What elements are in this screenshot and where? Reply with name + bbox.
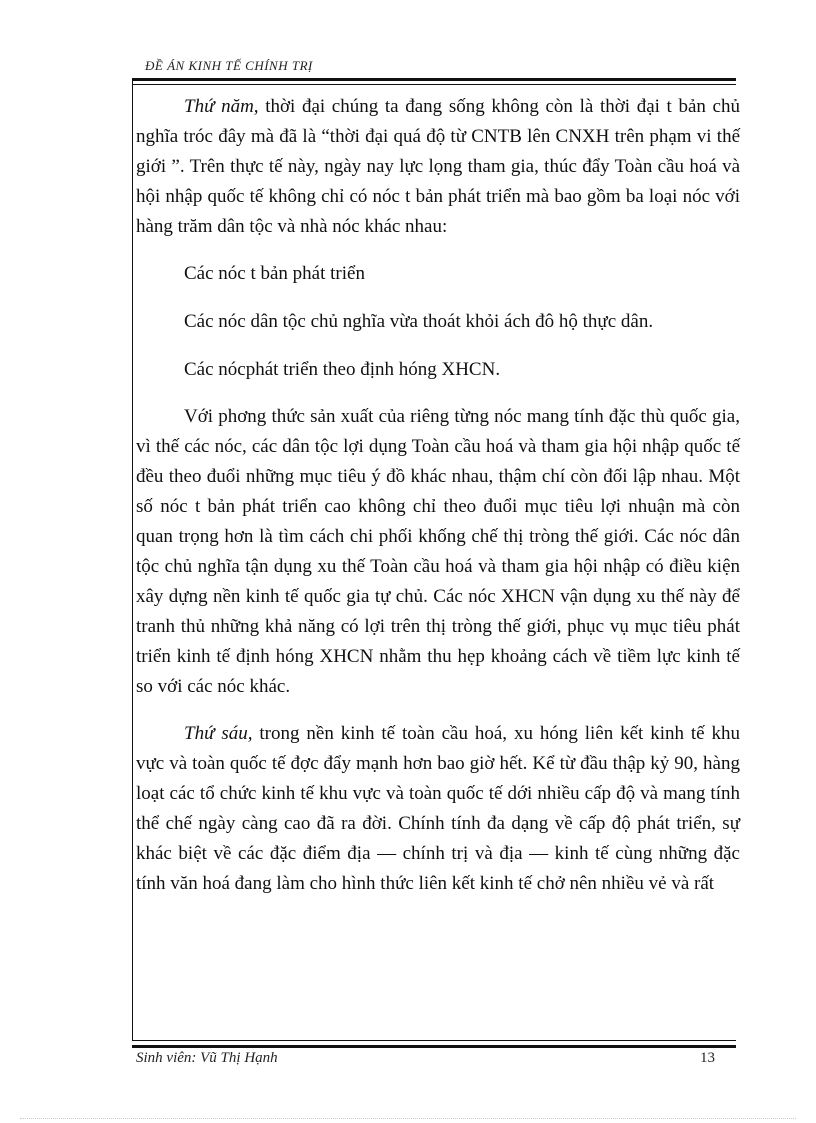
list-item: Các nócphát triển theo định hóng XHCN. xyxy=(184,359,501,380)
header-rule-thick xyxy=(132,78,736,81)
footer-author: Sinh viên: Vũ Thị Hạnh xyxy=(136,1050,278,1066)
paragraph-phuong-thuc: Với phơng thức sản xuất của riêng từng nóc mang tính đặc thù quốc gia, vì thế các nóc, các dân tộc lợi dụng Toàn cầu hoá và tham gia hội nhập quốc tế đều theo đuổi những mục tiêu ý đồ khác nhau, thậm chí còn đối lập nhau. Một số nóc t bản phát triển cao không chỉ theo đuổi mục tiêu lợi nhuận mà còn quan trọng hơn là tìm cách chi phối khống chế thị tròng thế giới. Các nóc dân tộc chủ nghĩa tận dụng xu thế Toàn cầu hoá và tham gia hội nhập có điều kiện xây dựng nền kinh tế quốc gia tự chủ. Các nóc XHCN vận dụng xu thế này để tranh thủ những khả năng có lợi trên thị tròng thế giới, phục vụ mục tiêu phát triển kinh tế định hóng XHCN nhằm thu hẹp khoảng cách về tiềm lực kinh tế so với các nóc khác. xyxy=(136,406,740,697)
page-number: 13 xyxy=(700,1050,715,1066)
list-item: Các nóc t bản phát triển xyxy=(184,263,365,284)
paragraph-thu-sau xyxy=(136,719,740,899)
list-item: Các nóc dân tộc chủ nghĩa vừa thoát khỏi ách đô hộ thực dân. xyxy=(184,311,654,332)
paragraph-lead: Thứ năm, xyxy=(184,96,259,117)
paragraph-thu-nam xyxy=(136,92,740,242)
paragraph-text: trong nền kinh tế toàn cầu hoá, xu hóng liên kết kinh tế khu vực và toàn quốc tế đợc đẩy mạnh hơn bao giờ hết. Kể từ đầu thập kỷ 90, hàng loạt các tổ chức kinh tế khu vực và toàn quốc tế dới nhiều cấp độ và mang tính thể chế ngày càng cao đã ra đời. Chính tính đa dạng về cấp độ phát triển, sự khác biệt về các đặc điểm địa — chính trị và địa — kinh tế cùng những đặc tính văn hoá đang làm cho hình thức liên kết kinh tế chở nên nhiều vẻ và rất xyxy=(136,723,741,894)
left-margin-rule xyxy=(132,78,133,1040)
footer-rule-thick xyxy=(132,1045,736,1048)
footer-rule-thin xyxy=(132,1040,736,1041)
header-rule-thin xyxy=(132,84,736,85)
running-header: ĐỀ ÁN KINH TẾ CHÍNH TRỊ xyxy=(145,58,313,73)
page-bottom-border xyxy=(20,1118,796,1119)
paragraph-text: thời đại chúng ta đang sống không còn là thời đại t bản chủ nghĩa tróc đây mà đã là “thời đại quá độ từ CNTB lên CNXH trên phạm vi thế giới ”. Trên thực tế này, ngày nay lực lọng tham gia, thúc đẩy Toàn cầu hoá và hội nhập quốc tế không chỉ có nóc t bản phát triển mà bao gồm ba loại nóc với hàng trăm dân tộc và nhà nóc khác nhau: xyxy=(136,96,740,237)
paragraph-lead: Thứ sáu, xyxy=(184,723,253,744)
body-text xyxy=(136,92,740,899)
